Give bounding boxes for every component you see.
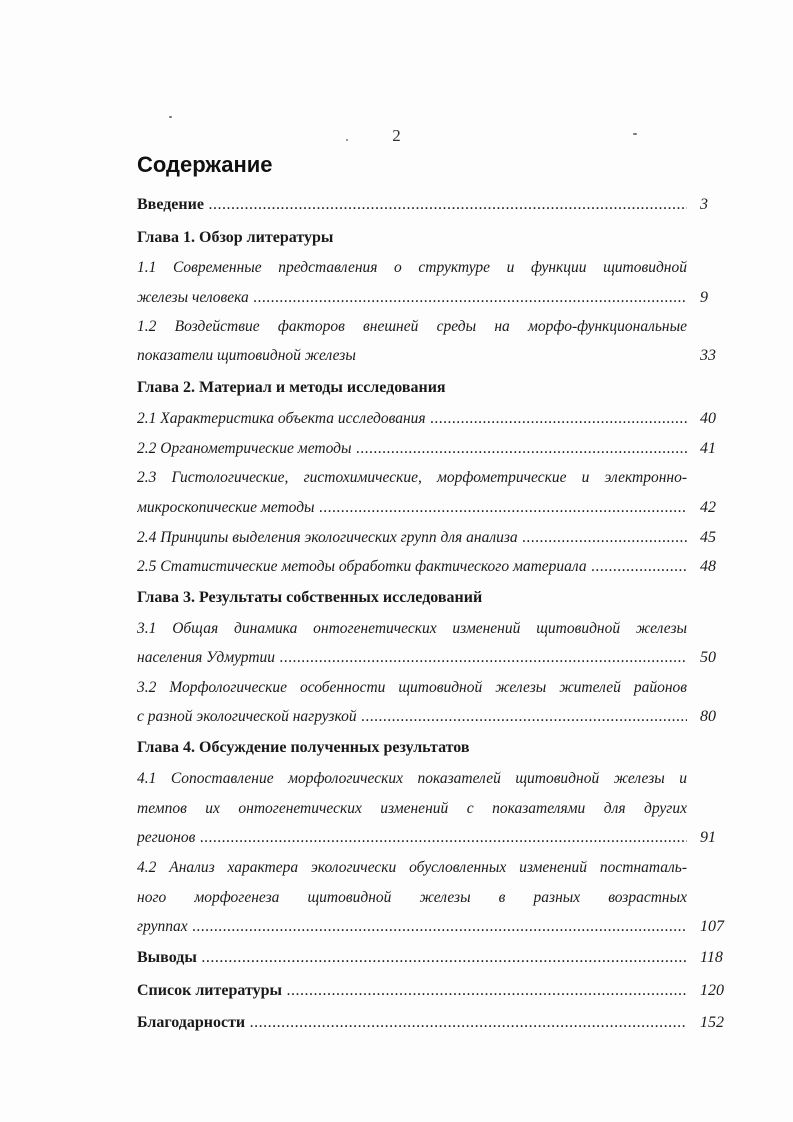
page-ref-conclusions: 118 xyxy=(700,949,723,966)
scan-speck xyxy=(346,139,348,141)
section-3-1-line2: населения Удмуртии ..... xyxy=(137,649,687,671)
section-1-1-line2: железы человека ..... xyxy=(137,289,687,311)
section-4-1-line3: регионов ..... xyxy=(137,829,687,851)
page-ref-2-2: 41 xyxy=(700,440,716,457)
scan-speck xyxy=(169,116,172,118)
page-ref-2-1: 40 xyxy=(700,410,716,427)
page-ref-2-3: 42 xyxy=(700,499,716,516)
page-ref-4-1: 91 xyxy=(700,829,716,846)
toc-entry-acknowledgements: Благодарности ..... xyxy=(137,1014,687,1036)
section-2-5: 2.5 Статистические методы обработки фактического материала ..... xyxy=(137,558,687,580)
section-2-2: 2.2 Органометрические методы ..... xyxy=(137,440,687,462)
section-4-1-line1: 4.1 Сопоставление морфологических показателей щитовидной железы и xyxy=(137,770,687,787)
section-4-2-line1: 4.2 Анализ характера экологически обусловленных изменений постнаталь- xyxy=(137,859,687,876)
page-ref-1-2: 33 xyxy=(700,347,716,364)
toc-entry-references: Список литературы ..... xyxy=(137,982,687,1004)
section-1-1-line1: 1.1 Современные представления о структуре и функции щитовидной xyxy=(137,259,687,276)
toc-title: Содержание xyxy=(137,152,273,177)
section-4-2-line2: ного морфогенеза щитовидной железы в разных возрастных xyxy=(137,889,687,906)
page-ref-acknowledgements: 152 xyxy=(700,1014,724,1031)
section-1-2-line1: 1.2 Воздействие факторов внешней среды на морфо-функциональные xyxy=(137,318,687,335)
section-1-2-line2: показатели щитовидной железы xyxy=(137,347,356,364)
page-ref-references: 120 xyxy=(700,982,724,999)
section-3-1-line1: 3.1 Общая динамика онтогенетических изменений щитовидной железы xyxy=(137,620,687,637)
page-number: 2 xyxy=(392,126,401,145)
section-4-2-line3: группах ..... xyxy=(137,918,687,940)
page-ref-3-2: 80 xyxy=(700,708,716,725)
page-ref-2-5: 48 xyxy=(700,558,716,575)
page-ref-3-1: 50 xyxy=(700,649,716,666)
toc-entry-intro: Введение ..... xyxy=(137,196,687,218)
scan-speck xyxy=(633,133,637,135)
section-2-3-line1: 2.3 Гистологические, гистохимические, морфометрические и электронно- xyxy=(137,469,687,486)
page-ref-intro: 3 xyxy=(700,196,708,213)
page-ref-1-1: 9 xyxy=(700,289,708,306)
section-2-4: 2.4 Принципы выделения экологических групп для анализа ..... xyxy=(137,529,687,551)
section-3-2-line2: с разной экологической нагрузкой ..... xyxy=(137,708,687,730)
section-2-1: 2.1 Характеристика объекта исследования ..... xyxy=(137,410,687,432)
chapter-4-heading: Глава 4. Обсуждение полученных результатов xyxy=(137,739,470,756)
section-3-2-line1: 3.2 Морфологические особенности щитовидной железы жителей районов xyxy=(137,679,687,696)
page-ref-2-4: 45 xyxy=(700,529,716,546)
chapter-3-heading: Глава 3. Результаты собственных исследований xyxy=(137,589,483,606)
section-4-1-line2: темпов их онтогенетических изменений с показателями для других xyxy=(137,800,687,817)
toc-entry-conclusions: Выводы ..... xyxy=(137,949,687,971)
chapter-1-heading: Глава 1. Обзор литературы xyxy=(137,229,334,246)
chapter-2-heading: Глава 2. Материал и методы исследования xyxy=(137,379,446,396)
section-2-3-line2: микроскопические методы ..... xyxy=(137,499,687,521)
page-ref-4-2: 107 xyxy=(700,918,724,935)
